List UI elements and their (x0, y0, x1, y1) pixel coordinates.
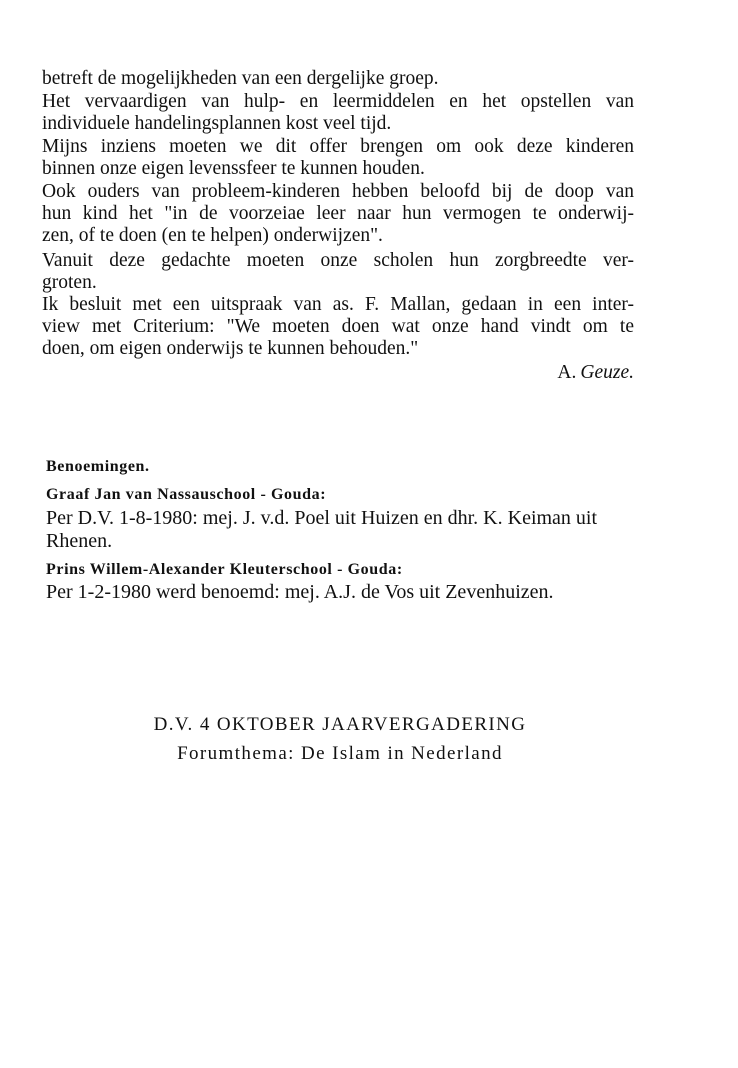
text-line: doen, om eigen onderwijs te kunnen behouden." (42, 338, 419, 359)
section-title-benoemingen: Benoemingen. (46, 458, 150, 475)
school-heading: Prins Willem-Alexander Kleuterschool - Gouda: (46, 561, 403, 578)
text-line: Mijns inziens moeten we dit offer brengen om ook deze kinderen (42, 136, 634, 157)
text-line: zen, of te doen (en te helpen) onderwijzen". (42, 225, 383, 246)
appointment-text: Rhenen. (46, 530, 113, 552)
signature-initial: A. (557, 362, 577, 383)
appointment-text: Per D.V. 1-8-1980: mej. J. v.d. Poel uit Huizen en dhr. K. Keiman uit (46, 507, 598, 529)
text-line: individuele handelingsplannen kost veel tijd. (42, 113, 392, 134)
school-heading: Graaf Jan van Nassauschool - Gouda: (46, 486, 327, 503)
text-line: Het vervaardigen van hulp- en leermiddelen en het opstellen van (42, 91, 634, 112)
article-paragraph-2 (42, 91, 634, 135)
text-line: Ik besluit met een uitspraak van as. F. Mallan, gedaan in een inter- (42, 294, 634, 315)
text-line: Ook ouders van probleem-kinderen hebben beloofd bij de doop van (42, 181, 634, 202)
text-line: view met Criterium: "We moeten doen wat onze hand vindt om te (42, 316, 634, 337)
signature-name: Geuze. (580, 362, 634, 383)
text-line: groten. (42, 272, 97, 293)
meeting-notice-title: D.V. 4 OKTOBER JAARVERGADERING (153, 714, 527, 735)
article-paragraph-1 (42, 68, 634, 90)
article-paragraph-3 (42, 136, 634, 180)
meeting-notice-subtitle: Forumthema: De Islam in Nederland (177, 743, 503, 764)
appointment-text: Per 1-2-1980 werd benoemd: mej. A.J. de Vos uit Zevenhuizen. (46, 581, 554, 603)
author-signature (557, 362, 634, 384)
article-paragraph-5 (42, 250, 634, 294)
article-paragraph-6 (42, 294, 634, 360)
text-line: betreft de mogelijkheden van een dergelijke groep. (42, 68, 439, 89)
text-line: binnen onze eigen levenssfeer te kunnen houden. (42, 158, 425, 179)
text-line: hun kind het "in de voorzeiae leer naar hun vermogen te onderwij- (42, 203, 634, 224)
article-paragraph-4 (42, 181, 634, 247)
text-line: Vanuit deze gedachte moeten onze scholen hun zorgbreedte ver- (42, 250, 634, 271)
